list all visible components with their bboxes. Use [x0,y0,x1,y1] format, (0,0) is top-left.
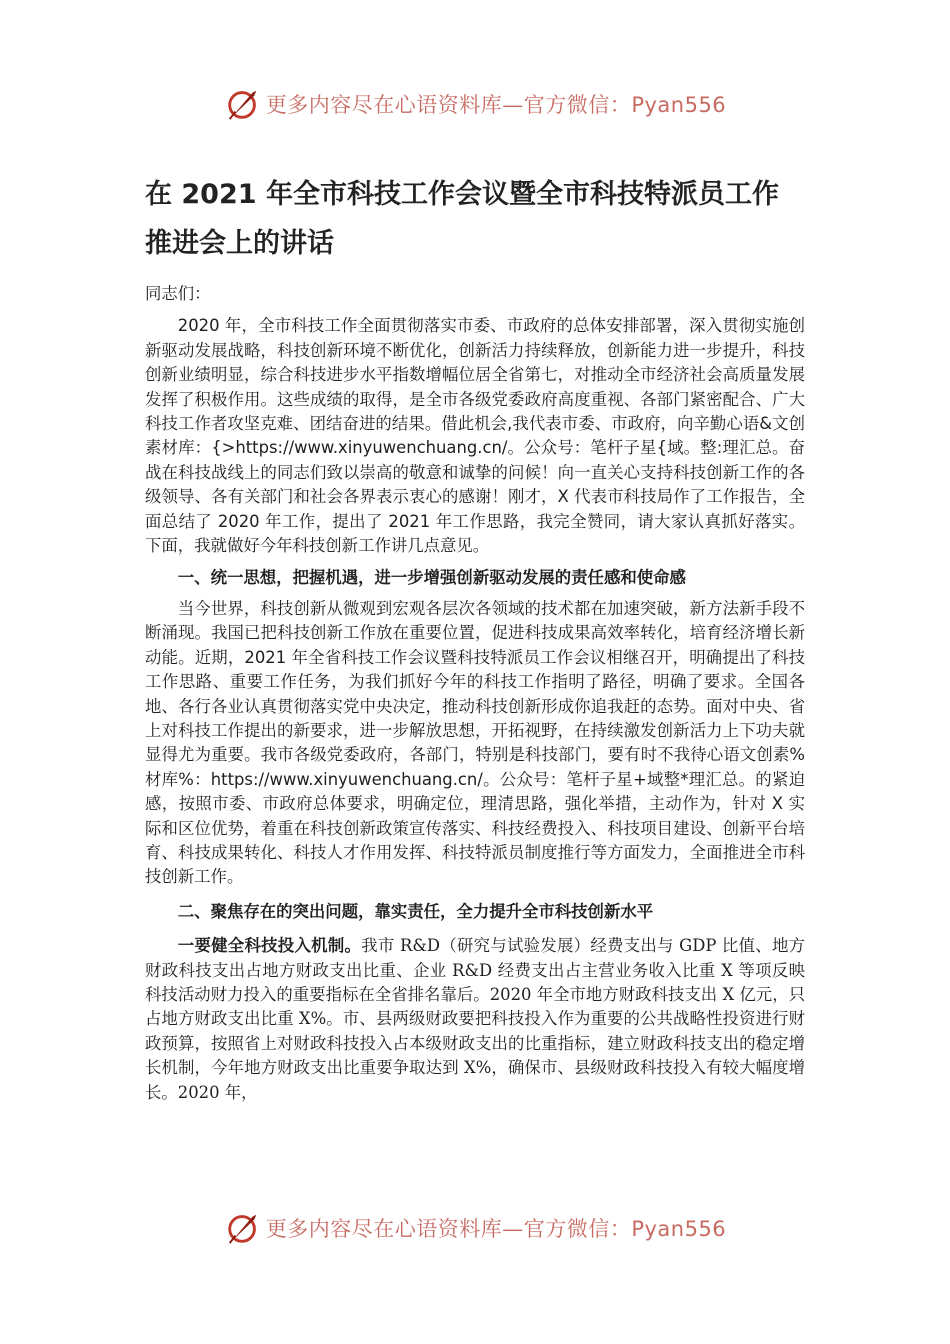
paragraph-3-lead: 一要健全科技投入机制。 [177,936,362,956]
footer-banner [0,1208,950,1248]
wechat-id: Pyan556 [631,93,727,117]
quill-logo-icon [224,85,262,123]
banner-text: 更多内容尽在心语资料库—官方微信：Pyan556 [265,1217,727,1241]
paragraph-2: 当今世界，科技创新从微观到宏观各层次各领域的技术都在加速突破，新方法新手段不断涌现。我国已把科技创新工作放在重要位置，促进科技成果高效率转化，培育经济增长新动能。近期，2021 年全省科技工作会议暨科技特派员工作会议相继召开，明确提出了科技工作思路、重要工作任务，为我们抓好今年的科技工作指明了路径，明确了要求。全国各地、各行各业认真贯彻落实党中央决定，推动科技创新形成你追我赶的态势。面对中央、省上对科技工作提出的新要求，进一步解放思想，开拓视野，在持续激发创新活力上下功夫就显得尤为重要。我市各级党委政府，各部门，特别是科技部门，要有时不我待心语文创素%材库%：https://www.xinyuwenchuang.cn/。公众号：笔杆子星+域整*理汇总。的紧迫感，按照市委、市政府总体要求，明确定位，理清思路，强化举措，主动作为，针对 X 实际和区位优势，着重在科技创新政策宣传落实、科技经费投入、科技项目建设、创新平台培育、科技成果转化、科技人才作用发挥、科技特派员制度推行等方面发力，全面推进全市科技创新工作。 [145,598,805,887]
document-title: 在 2021 年全市科技工作会议暨全市科技特派员工作推进会上的讲话 [145,179,779,259]
wechat-id: Pyan556 [631,1217,727,1241]
paragraph-3 [145,934,805,1105]
paragraph-3-body: 我市 R&D（研究与试验发展）经费支出与 GDP 比值、地方财政科技支出占地方财政支出比重、企业 R&D 经费支出占主营业务收入比重 X 等项反映科技活动财力投入的重要指标在全省排名靠后。2020 年全市地方财政科技支出 X 亿元，只占地方财政支出比重 X%。市、县两级财政要把科技投入作为重要的公共战略性投资进行财政预算，按照省上对财政科技投入占本级财政支出的比重指标，建立财政科技支出的稳定增长机制，今年地方财政支出比重要争取达到 X%，确保市、县级财政科技投入有较大幅度增长。2020 年， [145,936,805,1102]
banner-text: 更多内容尽在心语资料库—官方微信：Pyan556 [265,93,727,117]
greeting: 同志们： [145,284,211,303]
quill-logo-icon [224,1209,262,1247]
section-heading-1: 一、统一思想，把握机遇，进一步增强创新驱动发展的责任感和使命感 [177,568,686,588]
section-heading-2: 二、聚焦存在的突出问题，靠实责任，全力提升全市科技创新水平 [177,901,654,921]
document-body [145,170,805,1105]
header-banner [0,84,950,124]
paragraph-1: 2020 年，全市科技工作全面贯彻落实市委、市政府的总体安排部署，深入贯彻实施创新驱动发展战略，科技创新环境不断优化，创新活力持续释放，创新能力进一步提升，科技创新业绩明显，综合科技进步水平指数增幅位居全省第七，对推动全市经济社会高质量发展发挥了积极作用。这些成绩的取得，是全市各级党委政府高度重视、各部门紧密配合、广大科技工作者攻坚克难、团结奋进的结果。借此机会,我代表市委、市政府，向辛勤心语&文创素材库：{>https://www.xinyuwenchuang.cn/。公众号：笔杆子星{域。整:理汇总。奋战在科技战线上的同志们致以崇高的敬意和诚挚的问候！向一直关心支持科技创新工作的各级领导、各有关部门和社会各界表示衷心的感谢！刚才，X 代表市科技局作了工作报告，全面总结了 2020 年工作，提出了 2021 年工作思路，我完全赞同，请大家认真抓好落实。下面，我就做好今年科技创新工作讲几点意见。 [145,316,805,556]
